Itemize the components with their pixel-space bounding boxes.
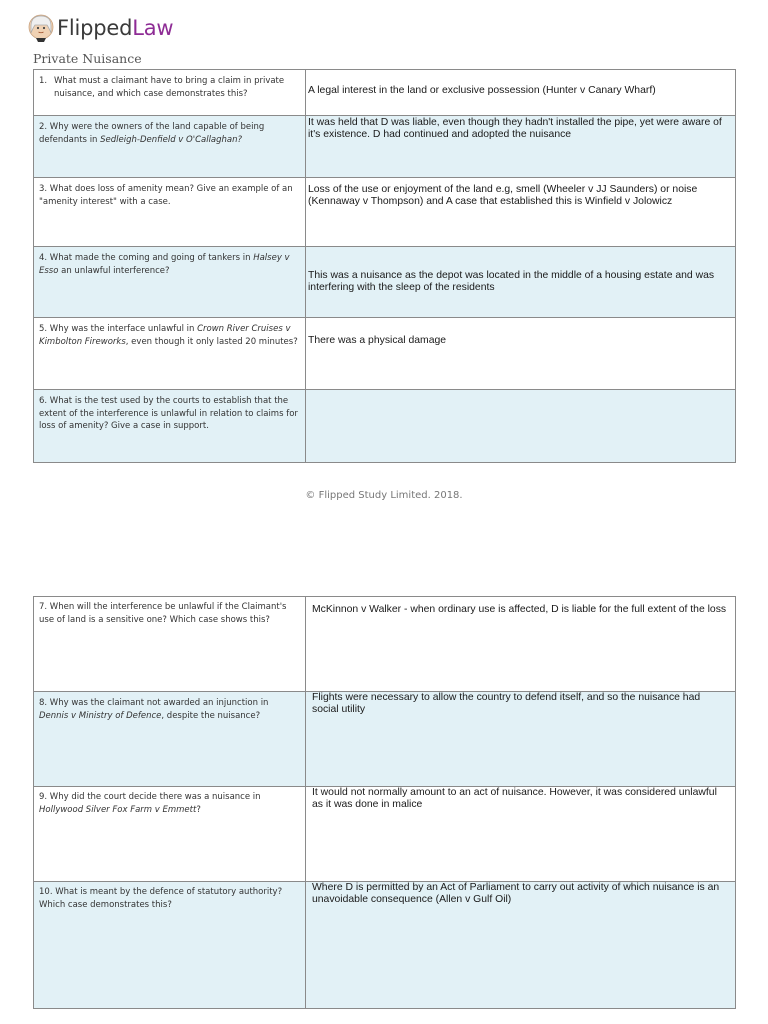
- table-row: [34, 882, 736, 1009]
- table-row: [34, 390, 736, 463]
- question-text: 10. What is meant by the defence of statutory authority? Which case demonstrates this?: [39, 887, 283, 910]
- table-row: [34, 692, 736, 787]
- question-text: an unlawful interference?: [58, 265, 170, 276]
- question-text: , even though it only lasted 20 minutes?: [125, 336, 298, 347]
- qa-table-page-2: [33, 596, 736, 1009]
- question-cell: [34, 247, 306, 318]
- question-cell: [34, 116, 306, 178]
- answer-cell[interactable]: [306, 247, 736, 318]
- table-row: [34, 70, 736, 116]
- question-cell: [34, 692, 306, 787]
- question-number: 1.: [39, 76, 48, 86]
- answer-cell[interactable]: [306, 390, 736, 463]
- answer-text: This was a nuisance as the depot was located in the middle of a housing estate and was interfering with the sleep of the residents: [308, 270, 715, 293]
- answer-cell[interactable]: [306, 597, 736, 692]
- case-name: Hollywood Silver Fox Farm v Emmett: [39, 804, 197, 815]
- answer-cell[interactable]: [306, 318, 736, 390]
- answer-text: Flights were necessary to allow the country to defend itself, and so the nuisance had social utility: [312, 692, 701, 715]
- question-cell: [34, 70, 306, 116]
- answer-text: Loss of the use or enjoyment of the land e.g, smell (Wheeler v JJ Saunders) or noise (Kennaway v Thompson) and A case that established this is Winfield v Jolowicz: [308, 184, 698, 207]
- answer-cell[interactable]: [306, 116, 736, 178]
- page-title: Private Nuisance: [33, 51, 142, 66]
- table-row: [34, 178, 736, 247]
- case-name: Dennis v Ministry of Defence: [39, 710, 162, 721]
- copyright-footer: © Flipped Study Limited. 2018.: [305, 490, 463, 501]
- table-row: [34, 597, 736, 692]
- question-text: 2. Why were the owners of the land capable of being defendants in: [39, 122, 265, 145]
- question-text: ?: [196, 804, 201, 815]
- question-text: 7. When will the interference be unlawful if the Claimant's use of land is a sensitive one? Which case shows this?: [39, 602, 287, 625]
- question-text: What must a claimant have to bring a claim in private nuisance, and which case demonstrates this?: [54, 76, 285, 99]
- question-cell: [34, 318, 306, 390]
- answer-cell[interactable]: [306, 787, 736, 882]
- question-text: 4. What made the coming and going of tankers in: [39, 253, 254, 263]
- question-text: 5. Why was the interface unlawful in: [39, 324, 198, 334]
- answer-cell[interactable]: [306, 178, 736, 247]
- table-row: [34, 116, 736, 178]
- case-name: Crown River Cruises v Kimbolton Fireworks: [39, 324, 291, 347]
- question-text: 8. Why was the claimant not awarded an injunction in: [39, 698, 269, 708]
- table-row: [34, 318, 736, 390]
- question-cell: [34, 597, 306, 692]
- answer-cell[interactable]: [306, 70, 736, 116]
- question-text: 9. Why did the court decide there was a nuisance in: [39, 792, 261, 802]
- judge-avatar-icon: [28, 13, 54, 43]
- table-row: [34, 787, 736, 882]
- question-cell: [34, 787, 306, 882]
- answer-text: It was held that D was liable, even though they hadn't installed the pipe, yet were aware of it's existence. D had continued and adopted the nuisance: [308, 117, 722, 140]
- table-row: [34, 247, 736, 318]
- answer-text: It would not normally amount to an act of nuisance. However, it was considered unlawful as it was done in malice: [312, 787, 717, 810]
- answer-text: A legal interest in the land or exclusive possession (Hunter v Canary Wharf): [308, 85, 656, 96]
- qa-table-page-1: [33, 69, 736, 463]
- answer-cell[interactable]: [306, 692, 736, 787]
- flippedlaw-logo: [28, 12, 173, 44]
- question-text: , despite the nuisance?: [161, 710, 261, 721]
- answer-cell[interactable]: [306, 882, 736, 1009]
- case-name: Sedleigh-Denfield v O'Callaghan?: [100, 134, 243, 145]
- answer-text: Where D is permitted by an Act of Parliament to carry out activity of which nuisance is an unavoidable consequence (Allen v Gulf Oil): [312, 882, 720, 905]
- answer-text: McKinnon v Walker - when ordinary use is affected, D is liable for the full extent of the loss: [312, 604, 727, 615]
- question-cell: [34, 390, 306, 463]
- question-cell: [34, 882, 306, 1009]
- answer-text: There was a physical damage: [308, 335, 447, 346]
- question-cell: [34, 178, 306, 247]
- logo-wordmark: FlippedLaw: [57, 16, 174, 40]
- question-text: 3. What does loss of amenity mean? Give an example of an "amenity interest" with a case.: [39, 184, 293, 207]
- case-name: Halsey v Esso: [39, 253, 290, 276]
- question-text: 6. What is the test used by the courts to establish that the extent of the interference is unlawful in relation to claims for loss of amenity? Give a case in support.: [39, 396, 298, 431]
